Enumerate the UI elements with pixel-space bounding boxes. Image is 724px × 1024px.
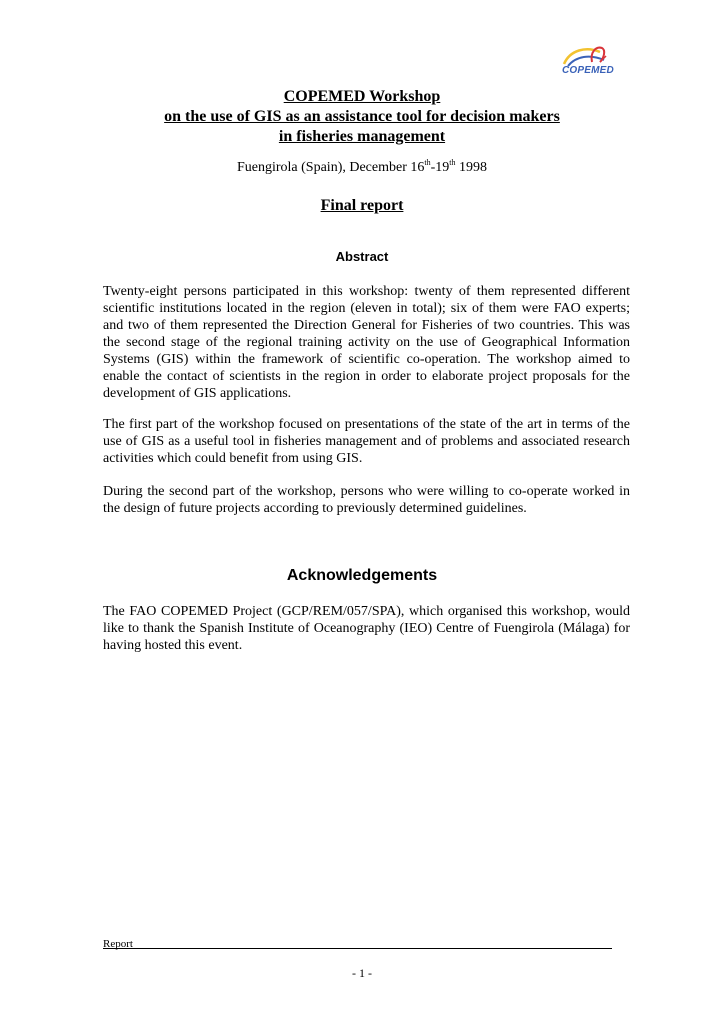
dateline-prefix: Fuengirola (Spain), December 16: [236, 160, 425, 175]
abstract-paragraph-3: During the second part of the workshop, persons who were willing to co-operate worked in the design of future projects according to previously determined guidelines.: [103, 484, 630, 516]
title-line-3: in fisheries management: [278, 128, 446, 145]
dateline-sup-1: th: [424, 158, 431, 167]
dateline-suffix: 1998: [455, 160, 488, 175]
acknowledgements-paragraph: The FAO COPEMED Project (GCP/REM/057/SPA), which organised this workshop, would like to thank the Spanish Institute of Oceanography (IEO) Centre of Fuengirola (Málaga) for having hosted this event.: [103, 604, 630, 653]
logo-text: COPEMED: [562, 65, 614, 76]
abstract-paragraph-1: Twenty-eight persons participated in this workshop: twenty of them represented different scientific institutions located in the region (eleven in total); six of them were FAO experts; and two of them represented the Direction General for Fisheries of two countries. This was the second stage of the regional training activity on the use of Geographical Information Systems (GIS) within the framework of scientific co-operation. The workshop aimed to enable the contact of scientists in the region in order to elaborate project proposals for the development of GIS applications.: [103, 284, 630, 401]
copemed-logo: [556, 42, 618, 84]
final-report-heading: Final report: [320, 197, 404, 214]
footer-label: Report: [103, 938, 133, 950]
date-location-line: [0, 160, 724, 176]
dateline-sup-2: th: [449, 158, 456, 167]
acknowledgements-heading: Acknowledgements: [286, 567, 438, 584]
dateline-middle: -19: [430, 160, 450, 175]
footer-divider: [103, 948, 612, 949]
title-line-1: COPEMED Workshop: [283, 88, 441, 105]
copemed-logo-icon: [556, 42, 618, 84]
abstract-heading: Abstract: [335, 249, 389, 264]
title-line-2: on the use of GIS as an assistance tool for decision makers: [164, 108, 560, 125]
abstract-paragraph-2: The first part of the workshop focused on presentations of the state of the art in terms of the use of GIS as a useful tool in fisheries management and of problems and associated research activities which could benefit from using GIS.: [103, 417, 630, 466]
page-number: - 1 -: [352, 966, 372, 980]
